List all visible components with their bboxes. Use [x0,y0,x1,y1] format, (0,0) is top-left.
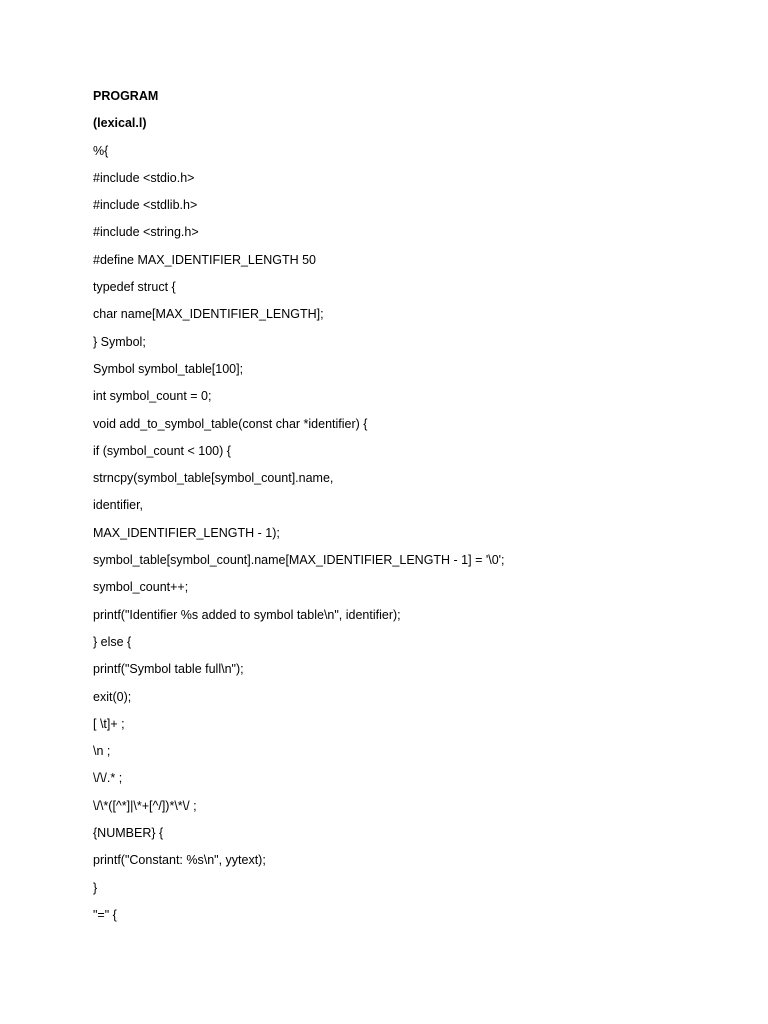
code-line: symbol_table[symbol_count].name[MAX_IDENTIFIER_LENGTH - 1] = '\0'; [93,553,505,568]
code-line: \n ; [93,744,111,759]
code-line: MAX_IDENTIFIER_LENGTH - 1); [93,525,280,540]
code-line: %{ [93,143,109,158]
code-line: printf("Constant: %s\n", yytext); [93,853,266,868]
code-line: exit(0); [93,689,132,704]
code-line: typedef struct { [93,280,176,295]
code-line: char name[MAX_IDENTIFIER_LENGTH]; [93,307,324,322]
code-line: int symbol_count = 0; [93,389,212,404]
document-content [93,84,733,930]
code-line: symbol_count++; [93,580,189,595]
code-line: printf("Symbol table full\n"); [93,662,244,677]
code-line: [ \t]+ ; [93,716,125,731]
code-line: identifier, [93,498,144,513]
code-line: {NUMBER} { [93,826,164,841]
code-line: } Symbol; [93,334,146,349]
code-line: } [93,880,98,895]
file-name-heading: (lexical.l) [93,116,147,131]
code-line: #include <stdlib.h> [93,198,198,213]
code-line: printf("Identifier %s added to symbol table\n", identifier); [93,607,401,622]
code-line: if (symbol_count < 100) { [93,443,231,458]
code-line: } else { [93,634,132,649]
program-heading: PROGRAM [93,89,159,103]
code-line: #include <string.h> [93,225,199,240]
code-line: "=" { [93,907,117,922]
code-line: Symbol symbol_table[100]; [93,361,244,376]
code-line: \/\/.* ; [93,771,123,786]
code-line: \/\*([^*]|\*+[^/])*\*\/ ; [93,798,197,813]
code-line: strncpy(symbol_table[symbol_count].name, [93,471,334,486]
code-line: #define MAX_IDENTIFIER_LENGTH 50 [93,252,316,267]
code-line: void add_to_symbol_table(const char *identifier) { [93,416,368,431]
code-line: #include <stdio.h> [93,170,195,185]
